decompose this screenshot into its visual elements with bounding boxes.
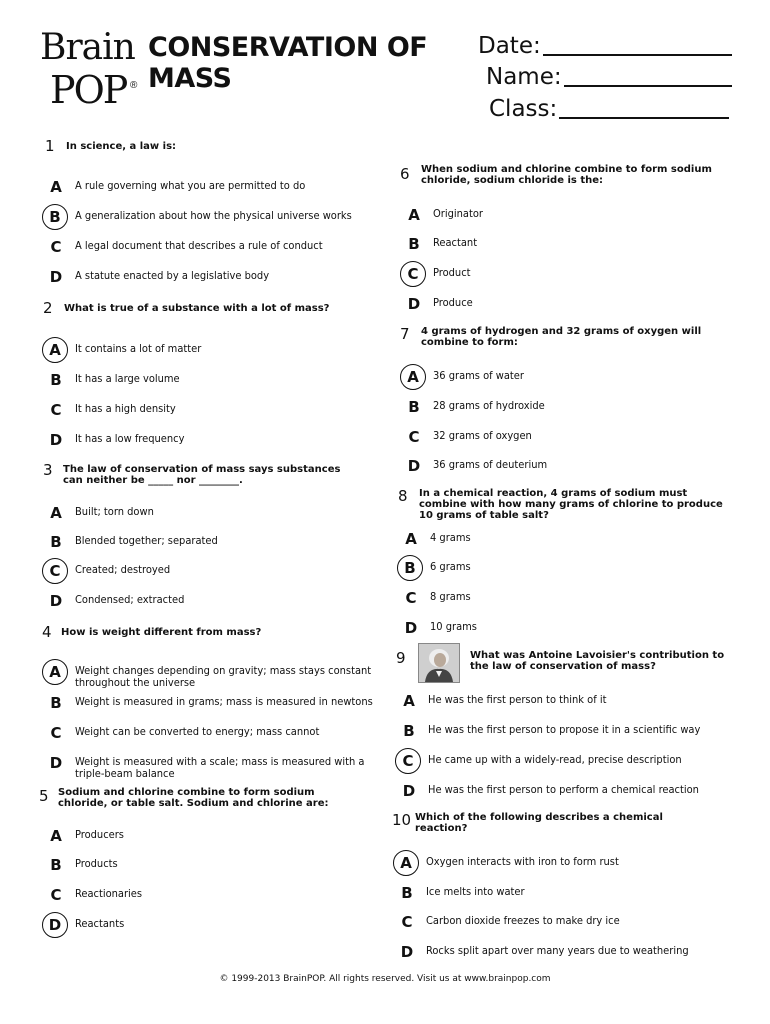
option-letter[interactable]: B xyxy=(408,235,420,253)
class-blank-line[interactable] xyxy=(559,97,729,119)
option-text: Blended together; separated xyxy=(75,534,218,547)
option-letter[interactable]: B xyxy=(403,722,415,740)
option-letter[interactable]: D xyxy=(49,754,63,772)
option-text: A legal document that describes a rule of conduct xyxy=(75,239,323,252)
question-7-option-c[interactable] xyxy=(403,426,753,448)
option-text: A generalization about how the physical universe works xyxy=(75,209,352,222)
option-text: Built; torn down xyxy=(75,505,154,518)
question-2-text: What is true of a substance with a lot of mass? xyxy=(64,303,330,314)
question-3-option-b[interactable] xyxy=(45,531,375,553)
date-blank-line[interactable] xyxy=(543,34,732,56)
question-9-number: 9 xyxy=(396,649,406,667)
question-3-number: 3 xyxy=(43,461,53,479)
option-letter[interactable]: D xyxy=(400,943,414,961)
question-6-option-a[interactable] xyxy=(403,204,753,226)
question-5-option-a[interactable] xyxy=(45,825,375,847)
option-text: Condensed; extracted xyxy=(75,593,185,606)
question-5-number: 5 xyxy=(39,787,49,805)
question-10-option-b[interactable] xyxy=(396,882,756,904)
question-2-number: 2 xyxy=(43,299,53,317)
option-letter[interactable]: B xyxy=(50,694,62,712)
selected-answer-letter[interactable]: B xyxy=(42,204,68,230)
option-text: Weight is measured in grams; mass is measured in newtons xyxy=(75,695,373,708)
question-10-text: Which of the following describes a chemical reaction? xyxy=(415,812,663,834)
question-9-option-a[interactable] xyxy=(398,690,748,712)
lavoisier-portrait-image xyxy=(418,643,460,683)
option-letter[interactable]: A xyxy=(50,827,62,845)
option-letter[interactable]: B xyxy=(50,856,62,874)
logo-registered-mark: ® xyxy=(130,80,138,91)
question-4-option-d[interactable] xyxy=(45,752,380,780)
option-letter[interactable]: C xyxy=(408,428,420,446)
copyright-footer: © 1999-2013 BrainPOP. All rights reserved. Visit us at www.brainpop.com xyxy=(219,974,551,984)
question-1-option-c[interactable] xyxy=(45,236,375,258)
question-8-option-d[interactable] xyxy=(400,617,750,639)
selected-answer-letter[interactable]: A xyxy=(42,659,68,685)
question-5-option-c[interactable] xyxy=(45,884,375,906)
question-9-option-d[interactable] xyxy=(398,780,748,802)
name-blank-line[interactable] xyxy=(564,65,732,87)
question-5-option-d[interactable] xyxy=(45,914,375,936)
question-10-option-a[interactable] xyxy=(396,852,756,874)
option-text: A rule governing what you are permitted to do xyxy=(75,179,306,192)
option-letter[interactable]: D xyxy=(402,782,416,800)
option-text: He came up with a widely-read, precise description xyxy=(428,753,682,766)
option-letter[interactable]: C xyxy=(50,401,62,419)
logo-pop-text: POP xyxy=(50,68,127,112)
option-text: Products xyxy=(75,857,118,870)
option-text: Product xyxy=(433,266,471,279)
option-letter[interactable]: D xyxy=(407,457,421,475)
question-3-text: The law of conservation of mass says substances can neither be _____ nor ________. xyxy=(63,464,341,486)
question-10-number: 10 xyxy=(392,811,412,829)
question-1-text: In science, a law is: xyxy=(66,141,177,152)
option-letter[interactable]: C xyxy=(50,886,62,904)
question-8-text: In a chemical reaction, 4 grams of sodium must combine with how many grams of chlorine to produce 10 grams of table salt? xyxy=(419,488,723,521)
option-text: It has a high density xyxy=(75,402,176,415)
option-text: It contains a lot of matter xyxy=(75,342,202,355)
date-label: Date: xyxy=(478,33,541,59)
option-letter[interactable]: A xyxy=(50,178,62,196)
question-8-option-b[interactable] xyxy=(400,557,750,579)
option-text: 32 grams of oxygen xyxy=(433,429,532,442)
question-3-option-d[interactable] xyxy=(45,590,375,612)
logo-brain-text: Brain xyxy=(40,27,135,68)
question-5-text: Sodium and chlorine combine to form sodium chloride, or table salt. Sodium and chlorine are: xyxy=(58,787,329,809)
option-letter[interactable]: A xyxy=(50,504,62,522)
option-text: 8 grams xyxy=(430,590,471,603)
selected-answer-letter[interactable]: A xyxy=(400,364,426,390)
option-text: He was the first person to perform a chemical reaction xyxy=(428,783,699,796)
selected-answer-letter[interactable]: C xyxy=(400,261,426,287)
option-letter[interactable]: D xyxy=(49,592,63,610)
question-10-option-d[interactable] xyxy=(396,941,756,963)
question-3-option-a[interactable] xyxy=(45,502,375,524)
title-line-2: MASS xyxy=(148,63,232,94)
option-text: 6 grams xyxy=(430,560,471,573)
worksheet-title xyxy=(148,32,428,94)
question-2-option-a[interactable] xyxy=(45,339,375,361)
question-2-option-d[interactable] xyxy=(45,429,375,451)
option-text: Weight is measured with a scale; mass is measured with a triple-beam balance xyxy=(75,755,365,780)
option-letter[interactable]: D xyxy=(49,268,63,286)
selected-answer-letter[interactable]: C xyxy=(42,558,68,584)
question-7-number: 7 xyxy=(400,325,410,343)
title-line-1: CONSERVATION OF xyxy=(148,32,428,63)
question-4-text: How is weight different from mass? xyxy=(61,627,262,638)
question-7-option-b[interactable] xyxy=(403,396,753,418)
date-field[interactable] xyxy=(478,32,732,60)
option-letter[interactable]: B xyxy=(401,884,413,902)
option-text: Produce xyxy=(433,296,473,309)
question-3-option-c[interactable] xyxy=(45,560,375,582)
class-label: Class: xyxy=(489,96,558,122)
question-8-option-a[interactable] xyxy=(400,528,750,550)
option-text: Originator xyxy=(433,207,483,220)
class-field[interactable] xyxy=(489,95,729,123)
selected-answer-letter[interactable]: D xyxy=(42,912,68,938)
question-8-option-c[interactable] xyxy=(400,587,750,609)
option-text: A statute enacted by a legislative body xyxy=(75,269,270,282)
option-text: Reactants xyxy=(75,917,125,930)
question-7-option-d[interactable] xyxy=(403,455,753,477)
question-1-option-b[interactable] xyxy=(45,206,375,228)
option-letter[interactable]: C xyxy=(401,913,413,931)
option-text: Weight changes depending on gravity; mass stays constant throughout the universe xyxy=(75,664,372,689)
name-label: Name: xyxy=(486,64,562,90)
question-2-option-c[interactable] xyxy=(45,399,375,421)
selected-answer-letter[interactable]: C xyxy=(395,748,421,774)
option-text: Oxygen interacts with iron to form rust xyxy=(426,855,619,868)
option-letter[interactable]: A xyxy=(408,206,420,224)
name-field[interactable] xyxy=(486,63,732,91)
question-8-number: 8 xyxy=(398,487,408,505)
option-letter[interactable]: D xyxy=(404,619,418,637)
option-text: Created; destroyed xyxy=(75,563,171,576)
option-letter[interactable]: A xyxy=(405,530,417,548)
option-text: 36 grams of deuterium xyxy=(433,458,548,471)
option-text: He was the first person to propose it in a scientific way xyxy=(428,723,701,736)
question-1-number: 1 xyxy=(45,137,55,155)
option-text: Ice melts into water xyxy=(426,885,525,898)
option-text: He was the first person to think of it xyxy=(428,693,607,706)
option-letter[interactable]: D xyxy=(49,431,63,449)
option-letter[interactable]: D xyxy=(407,295,421,313)
question-1-option-d[interactable] xyxy=(45,266,375,288)
option-text: It has a large volume xyxy=(75,372,180,385)
selected-answer-letter[interactable]: A xyxy=(393,850,419,876)
question-6-text: When sodium and chlorine combine to form sodium chloride, sodium chloride is the: xyxy=(421,164,712,186)
option-text: Rocks split apart over many years due to weathering xyxy=(426,944,689,957)
question-7-text: 4 grams of hydrogen and 32 grams of oxygen will combine to form: xyxy=(421,326,702,348)
question-4-option-b[interactable] xyxy=(45,692,380,714)
option-letter[interactable]: C xyxy=(50,238,62,256)
option-text: Reactionaries xyxy=(75,887,143,900)
question-5-option-b[interactable] xyxy=(45,854,375,876)
option-text: Reactant xyxy=(433,236,478,249)
option-text: 36 grams of water xyxy=(433,369,524,382)
option-letter[interactable]: C xyxy=(405,589,417,607)
option-text: It has a low frequency xyxy=(75,432,185,445)
question-4-option-a[interactable] xyxy=(45,661,380,689)
option-text: 10 grams xyxy=(430,620,477,633)
question-9-option-b[interactable] xyxy=(398,720,748,742)
question-9-option-c[interactable] xyxy=(398,750,748,772)
question-4-option-c[interactable] xyxy=(45,722,380,744)
option-letter[interactable]: C xyxy=(50,724,62,742)
question-1-option-a[interactable] xyxy=(45,176,375,198)
question-6-option-c[interactable] xyxy=(403,263,753,285)
selected-answer-letter[interactable]: A xyxy=(42,337,68,363)
option-text: 28 grams of hydroxide xyxy=(433,399,545,412)
question-7-option-a[interactable] xyxy=(403,366,753,388)
option-text: Producers xyxy=(75,828,124,841)
brainpop-logo xyxy=(40,28,140,123)
question-10-option-c[interactable] xyxy=(396,911,756,933)
option-letter[interactable]: B xyxy=(50,533,62,551)
option-text: 4 grams xyxy=(430,531,471,544)
option-letter[interactable]: B xyxy=(50,371,62,389)
selected-answer-letter[interactable]: B xyxy=(397,555,423,581)
option-letter[interactable]: B xyxy=(408,398,420,416)
question-2-option-b[interactable] xyxy=(45,369,375,391)
option-letter[interactable]: A xyxy=(403,692,415,710)
question-9-text: What was Antoine Lavoisier's contribution to the law of conservation of mass? xyxy=(470,650,725,672)
option-text: Weight can be converted to energy; mass cannot xyxy=(75,725,320,738)
question-6-option-b[interactable] xyxy=(403,233,753,255)
option-text: Carbon dioxide freezes to make dry ice xyxy=(426,914,620,927)
question-4-number: 4 xyxy=(42,623,52,641)
question-6-number: 6 xyxy=(400,165,410,183)
question-6-option-d[interactable] xyxy=(403,293,753,315)
